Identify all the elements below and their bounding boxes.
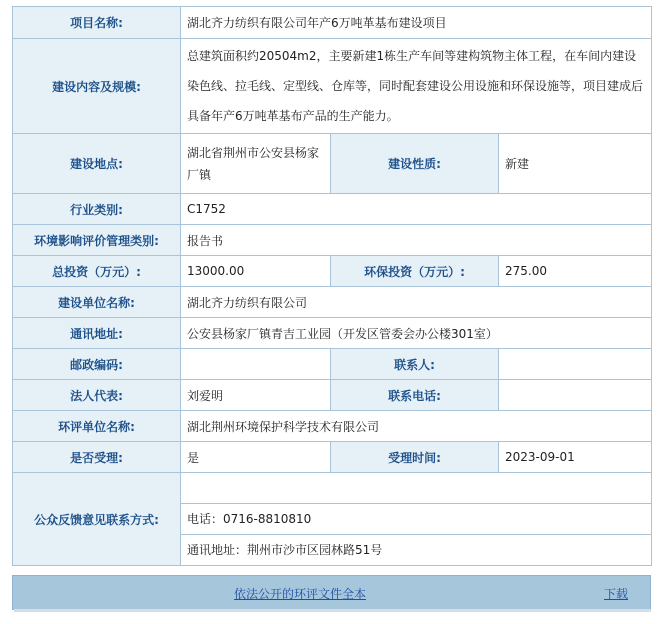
builder-value: 湖北齐力纺织有限公司 — [181, 287, 652, 318]
project-name-label: 项目名称: — [13, 7, 181, 39]
project-name-value: 湖北齐力纺织有限公司年产6万吨革基布建设项目 — [181, 7, 652, 39]
builder-label: 建设单位名称: — [13, 287, 181, 318]
location-label: 建设地点: — [13, 134, 181, 194]
scope-value: 总建筑面积约20504m2，主要新建1栋生产车间等建构筑物主体工程，在车间内建设染色线、拉毛线、定型线、仓库等，同时配套建设公用设施和环保设施等，项目建成后具备年产6万吨革基布产品的生产能力。 — [181, 39, 652, 134]
env-investment-value: 275.00 — [499, 256, 652, 287]
location-value: 湖北省荆州市公安县杨家厂镇 — [181, 134, 331, 194]
contact-value — [499, 349, 652, 380]
accept-time-value: 2023-09-01 — [499, 442, 652, 473]
feedback-address: 通讯地址：荆州市沙市区园林路51号 — [187, 543, 383, 557]
feedback-value — [181, 473, 652, 566]
industry-value: C1752 — [181, 194, 652, 225]
contact-label: 联系人: — [331, 349, 499, 380]
eia-category-label: 环境影响评价管理类别: — [13, 225, 181, 256]
total-investment-value: 13000.00 — [181, 256, 331, 287]
feedback-line-1 — [181, 473, 651, 504]
address-label: 通讯地址: — [13, 318, 181, 349]
total-investment-label: 总投资（万元）: — [13, 256, 181, 287]
scope-label: 建设内容及规模: — [13, 39, 181, 134]
postcode-value — [181, 349, 331, 380]
accepted-label: 是否受理: — [13, 442, 181, 473]
eia-unit-value: 湖北荆州环境保护科学技术有限公司 — [181, 411, 652, 442]
feedback-phone: 电话：0716-8810810 — [181, 504, 651, 535]
industry-label: 行业类别: — [13, 194, 181, 225]
nature-value: 新建 — [499, 134, 652, 194]
address-value: 公安县杨家厂镇青吉工业园（开发区管委会办公楼301室） — [181, 318, 652, 349]
download-link[interactable]: 下载 — [604, 587, 629, 601]
legal-rep-label: 法人代表: — [13, 380, 181, 411]
footer-shadow — [14, 609, 651, 612]
postcode-label: 邮政编码: — [13, 349, 181, 380]
env-investment-label: 环保投资（万元）: — [331, 256, 499, 287]
phone-value — [499, 380, 652, 411]
eia-unit-label: 环评单位名称: — [13, 411, 181, 442]
accepted-value: 是 — [181, 442, 331, 473]
accept-time-label: 受理时间: — [331, 442, 499, 473]
legal-rep-value: 刘爱明 — [181, 380, 331, 411]
full-text-link[interactable]: 依法公开的环评文件全本 — [234, 587, 367, 601]
footer-bar — [12, 575, 651, 610]
feedback-label: 公众反馈意见联系方式: — [13, 473, 181, 566]
project-info-table — [12, 6, 652, 566]
phone-label: 联系电话: — [331, 380, 499, 411]
eia-category-value: 报告书 — [181, 225, 652, 256]
nature-label: 建设性质: — [331, 134, 499, 194]
